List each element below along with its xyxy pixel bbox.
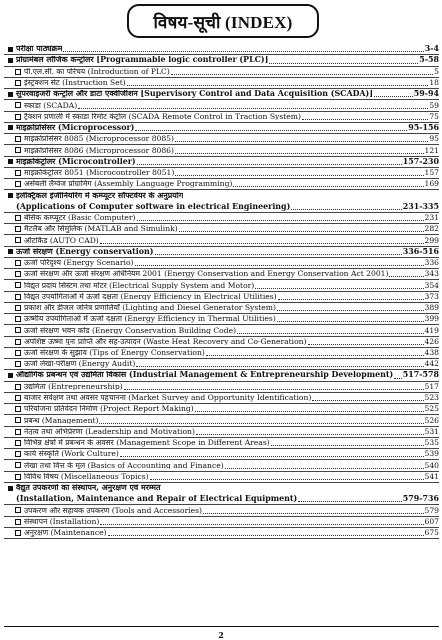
entry-title: नेतृत्व तथा अभिप्रेरणा (Leadership and Motivation) [24,427,195,436]
subsection-checkbox-icon [12,271,24,277]
subsection-checkbox-icon [12,519,24,525]
leader-dots [225,468,424,469]
section-bullet-icon [4,47,16,52]
leader-dots [78,108,428,109]
section-heading-continued[interactable] [4,494,439,505]
page-number: 579 [424,505,439,515]
leader-dots [175,141,428,142]
entry-title: परियोजना प्रतिवेदन निर्माण (Project Report Making) [24,405,194,413]
toc-entry[interactable] [4,517,439,528]
toc-entry[interactable] [4,325,439,336]
toc-entry[interactable] [4,134,439,145]
leader-dots [155,254,402,255]
leader-dots [196,434,424,435]
section-heading[interactable] [4,247,439,258]
section-bullet-icon [4,159,16,164]
entry-title: ऊष्मीय उपयोगिताओं में ऊर्जा दक्षता (Energy Efficiency in Thermal Utilities) [24,315,276,323]
page-range: 5-58 [419,55,439,65]
toc-entry[interactable] [4,460,439,471]
entry-title: बाजार सर्वेक्षण तथा अवसर पहचानना (Market Survey and Opportunity Identification) [24,394,312,402]
page-number: 399 [424,314,439,324]
subsection-checkbox-icon [12,260,24,266]
section-title-english: (Installation, Maintenance and Repair of Electrical Equipment) [16,495,298,504]
toc-entry[interactable] [4,528,439,539]
page-number: 59 [429,100,439,110]
leader-dots [271,445,424,446]
subsection-checkbox-icon [12,294,24,300]
toc-entry[interactable] [4,472,439,483]
section-title: माइक्रोकंट्रोलर (Microcontroller) [16,157,136,166]
page-number: 2 [218,630,224,640]
leader-dots [175,175,423,176]
toc-entry[interactable] [4,382,439,393]
subsection-checkbox-icon [12,474,24,480]
leader-dots [394,378,402,379]
section-heading[interactable] [4,483,439,494]
page-range: 231-335 [402,201,439,211]
subsection-checkbox-icon [12,350,24,356]
leader-dots [127,85,429,86]
page-number: 95 [429,134,439,144]
page-number: 525 [424,404,439,414]
page-number: 426 [424,336,439,346]
entry-title: ऊर्जा संरक्षण और ऊर्जा संरक्षण अधिनियम 2001 (Energy Conservation and Energy Conservation Act 2001) [24,270,389,278]
section-title: वैद्युत उपकरणों का संस्थापन, अनुरक्षण एवं मरम्मत [16,484,161,493]
entry-title: विद्युत प्रदाय सिस्टम तथा मोटर (Electrical Supply System and Motor) [24,281,255,290]
index-title: विषय-सूची (INDEX) [127,4,319,38]
toc-entry[interactable] [4,213,439,224]
leader-dots [278,299,424,300]
subsection-checkbox-icon [12,395,24,401]
entry-title: मैटलैब और सिमुलिंक (MATLAB and Simulink) [24,225,178,233]
toc-entry[interactable] [4,348,439,359]
toc-entry[interactable] [4,280,439,291]
toc-entry[interactable] [4,269,439,280]
page-number: 121 [424,145,439,155]
toc-entry[interactable] [4,100,439,111]
subsection-checkbox-icon [12,507,24,513]
entry-title: लेखा तथा वित्त के मूल (Basics of Accounting and Finance) [24,461,224,470]
page-number: 438 [424,348,439,358]
entry-title: ऊर्जा संरक्षण भवन कोड (Energy Conservation Building Code) [24,326,237,335]
subsection-checkbox-icon [12,316,24,322]
subsection-checkbox-icon [12,69,24,75]
leader-dots [291,209,401,210]
page-number: 517 [424,381,439,391]
leader-dots [237,333,423,334]
page-number: 231 [424,213,439,223]
toc-entry[interactable] [4,67,439,78]
toc-entry[interactable] [4,224,439,235]
leader-dots [100,243,424,244]
subsection-checkbox-icon [12,406,24,412]
toc-entry[interactable] [4,337,439,348]
subsection-checkbox-icon [12,226,24,232]
subsection-checkbox-icon [12,530,24,536]
entry-title: असेंबली लैंग्वेज प्रोग्रामिंग (Assembly Language Programming) [24,180,233,188]
subsection-checkbox-icon [12,80,24,86]
page-range: 336-516 [402,246,439,256]
entry-title: प्रबन्ध (Management) [24,416,99,425]
toc-entry[interactable] [4,258,439,269]
section-heading[interactable] [4,89,439,100]
leader-dots [100,524,423,525]
leader-dots [179,231,424,232]
entry-title: माइक्रोप्रोसेसर 8085 (Microprocessor 8085) [24,135,174,143]
section-heading[interactable] [4,157,439,168]
subsection-checkbox-icon [12,440,24,446]
page-number: 5 [434,66,439,76]
entry-title: बेसिक कम्प्यूटर (Basic Computer) [24,214,136,222]
section-title: प्रोग्रामेबल लॉजिक कन्ट्रोलर [Programmable logic controller (PLC)] [16,56,269,65]
toc-entry[interactable] [4,168,439,179]
page-number: 389 [424,303,439,313]
leader-dots [203,513,424,514]
toc-entry[interactable] [4,112,439,123]
section-bullet-icon [4,486,16,491]
leader-dots [206,355,424,356]
leader-dots [269,63,418,64]
section-heading[interactable] [4,44,439,55]
entry-title: ट्रैक्शन प्रणाली में स्काडा रिमोट कंट्रोल (SCADA Remote Control in Traction System) [24,112,301,121]
leader-dots [298,501,402,502]
page-number: 442 [424,359,439,369]
page-number: 343 [424,269,439,279]
entry-title: उपकरण और सहायक उपकरण (Tools and Accessories) [24,506,202,515]
leader-dots [135,265,424,266]
subsection-checkbox-icon [12,102,24,108]
subsection-checkbox-icon [12,384,24,390]
section-title: सुपरवाइजरी कन्ट्रोल और डाटा एक्वीजीशन [Supervisory Control and Data Acquisition (SCADA)] [16,90,374,99]
leader-dots [277,310,424,311]
toc-entry[interactable] [4,145,439,156]
entry-title: माइक्रोकंट्रोलर 8051 (Microcontroller 8051) [24,169,175,177]
page-number: 675 [424,528,439,538]
leader-dots [108,535,424,536]
leader-dots [150,479,424,480]
section-heading[interactable] [4,55,439,66]
entry-title: इंस्ट्रक्शन सेट (Instruction Set) [24,79,126,87]
leader-dots [63,51,423,52]
page-number: 282 [424,224,439,234]
page-range: 95-156 [408,122,439,132]
entry-title: उद्यमिता (Entrepreneurship) [24,382,123,391]
entry-title: ऊर्जा लेखा-परीक्षण (Energy Audit) [24,360,136,368]
leader-dots [135,130,407,131]
leader-dots [175,153,424,154]
toc-entry[interactable] [4,235,439,246]
leader-dots [137,164,402,165]
section-title: माइक्रोप्रोसेसर (Microprocessor) [16,123,135,132]
section-title-english: (Applications of Computer software in electrical Engineering) [16,202,291,211]
section-bullet-icon [4,125,16,130]
section-bullet-icon [4,249,16,254]
subsection-checkbox-icon [12,282,24,288]
entry-title: अपशिष्ट ऊष्मा पुनः प्राप्ति और सह-उत्पादन (Waste Heat Recovery and Co-Generation) [24,337,307,346]
toc-entry[interactable] [4,314,439,325]
toc-entry[interactable] [4,359,439,370]
entry-title: ऊर्जा संरक्षण के सुझाव (Tips of Energy Conservation) [24,349,205,357]
table-of-contents [4,44,439,539]
page-number: 336 [424,258,439,268]
page-number: 18 [429,78,439,88]
leader-dots [136,366,423,367]
page-range: 517-578 [402,370,439,380]
entry-title: संस्थापन (Installation) [24,517,100,526]
subsection-checkbox-icon [12,170,24,176]
leader-dots [389,276,423,277]
section-title: परीक्षा पाठ्यक्रम [16,45,63,54]
entry-title: विभिन्न क्षेत्रों में प्रबन्धन के अवसर (Management Scope in Different Areas) [24,439,270,447]
page-number: 523 [424,393,439,403]
section-heading[interactable] [4,190,439,201]
section-bullet-icon [4,58,16,63]
section-title: इलेक्ट्रिकल इंजीनियरिंग में कम्प्यूटर सॉफ्टवेयर के अनुप्रयोग [16,191,184,200]
page-range: 579-736 [402,494,439,504]
subsection-checkbox-icon [12,417,24,423]
entry-title: स्काडा (SCADA) [24,101,78,110]
toc-entry[interactable] [4,179,439,190]
leader-dots [308,344,424,345]
subsection-checkbox-icon [12,462,24,468]
leader-dots [233,186,423,187]
entry-title: ऑटोकैड (AUTO CAD) [24,236,99,245]
leader-dots [171,74,433,75]
page-number: 526 [424,415,439,425]
page-number: 531 [424,426,439,436]
leader-dots [137,220,424,221]
page-number: 535 [424,438,439,448]
page-number: 607 [424,516,439,526]
toc-entry[interactable] [4,404,439,415]
page-number: 354 [424,280,439,290]
page-range: 157-230 [402,156,439,166]
subsection-checkbox-icon [12,215,24,221]
leader-dots [312,400,423,401]
leader-dots [120,456,424,457]
leader-dots [255,288,423,289]
subsection-checkbox-icon [12,361,24,367]
subsection-checkbox-icon [12,136,24,142]
toc-entry[interactable] [4,427,439,438]
leader-dots [277,321,424,322]
entry-title: कार्य संस्कृति (Work Culture) [24,450,119,458]
section-title: औद्योगिक प्रबन्धन एवं उद्यमिता विकास (Industrial Management & Entrepreneurship Development) [16,371,394,380]
subsection-checkbox-icon [12,451,24,457]
subsection-checkbox-icon [12,237,24,243]
toc-entry[interactable] [4,292,439,303]
section-heading[interactable] [4,123,439,134]
section-bullet-icon [4,373,16,378]
subsection-checkbox-icon [12,327,24,333]
leader-dots [124,389,424,390]
subsection-checkbox-icon [12,114,24,120]
entry-title: माइक्रोप्रोसेसर 8086 (Microprocessor 8086) [24,146,174,155]
subsection-checkbox-icon [12,181,24,187]
section-bullet-icon [4,92,16,97]
page-number: 419 [424,325,439,335]
section-heading[interactable] [4,370,439,381]
leader-dots [195,411,424,412]
page-number: 541 [424,471,439,481]
section-bullet-icon [4,193,16,198]
page-range: 59-94 [413,89,439,99]
footer-divider [4,626,439,627]
leader-dots [302,119,428,120]
toc-entry[interactable] [4,449,439,460]
toc-entry[interactable] [4,415,439,426]
entry-title: प्रकाश और डीजल जनित्र प्रणालियाँ (Lighting and Diesel Generator System) [24,304,276,312]
subsection-checkbox-icon [12,429,24,435]
page-number: 540 [424,460,439,470]
section-heading-continued[interactable] [4,202,439,213]
leader-dots [99,423,423,424]
subsection-checkbox-icon [12,339,24,345]
page-number: 373 [424,291,439,301]
page-number: 299 [424,235,439,245]
toc-entry[interactable] [4,303,439,314]
section-title: ऊर्जा संरक्षण (Energy conservation) [16,247,154,256]
leader-dots [374,96,413,97]
subsection-checkbox-icon [12,147,24,153]
toc-entry[interactable] [4,438,439,449]
toc-entry[interactable] [4,505,439,516]
page-range: 3-4 [424,44,439,54]
subsection-checkbox-icon [12,305,24,311]
entry-title: अनुरक्षण (Maintenance) [24,529,107,537]
entry-title: विद्युत उपयोगिताओं में ऊर्जा दक्षता (Energy Efficiency in Electrical Utilities) [24,292,277,301]
entry-title: पी.एल.सी. का परिचय (Introduction of PLC) [24,67,170,76]
entry-title: विविध विषय (Miscellaneous Topics) [24,472,149,481]
page-number: 539 [424,449,439,459]
toc-entry[interactable] [4,393,439,404]
entry-title: ऊर्जा परिदृश्य (Energy Scenario) [24,259,134,267]
toc-entry[interactable] [4,78,439,89]
page-number: 169 [424,179,439,189]
page-number: 75 [429,111,439,121]
page-number: 157 [424,168,439,178]
